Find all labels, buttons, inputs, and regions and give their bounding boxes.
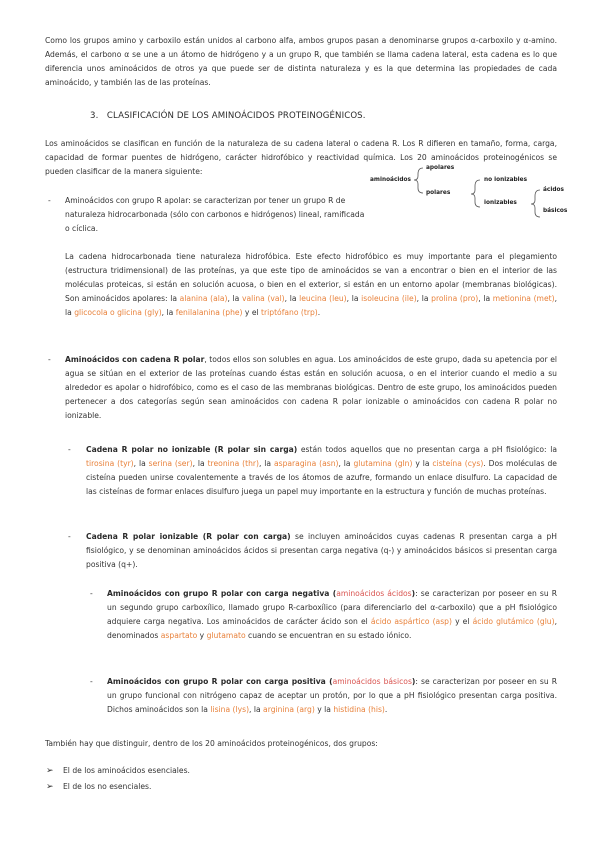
diagram-ionizables: ionizables — [484, 200, 517, 206]
positiva-m2: y la — [314, 705, 334, 714]
bullet-dash: - — [68, 445, 71, 454]
bullet-dash: - — [48, 355, 51, 364]
polar-paragraph — [65, 353, 557, 423]
positiva-label: Aminoácidos con grupo R polar con carga positiva ( — [107, 677, 333, 686]
aspartic-acid: ácido aspártico (asp) — [370, 617, 452, 626]
negativa-mid2: , denominados — [107, 617, 557, 640]
apolar-amino-acid: prolina (pro) — [431, 294, 479, 303]
bullet-dash: - — [68, 532, 71, 541]
apolar-separator: , la — [161, 308, 176, 317]
no-ionizable-separator: , la — [338, 459, 354, 468]
no-ionizable-after: . Dos moléculas de cisteína pueden unirse covalentemente a través de los átomos de azufre, formando un enlace disulfuro. La capacidad de las cisteínas de formar enlaces disulfuro juega un papel muy importante en la estructura y función de muchas proteínas. — [86, 459, 557, 496]
diagram-no-ionizables: no ionizables — [484, 177, 528, 183]
diagram-apolares: apolares — [426, 165, 455, 171]
bullet-dash: - — [90, 589, 93, 598]
apolar-amino-acid: isoleucina (ile) — [361, 294, 417, 303]
polar-text: , todos ellos son solubles en agua. Los aminoácidos de este grupo, dada su apetencia por el agua se sitúan en el exterior de las proteínas cuando éstas están en solución acuosa, o en el interior cuando el medio a su alrededor es apolar o hidrofóbico, como es el caso de las membranas biológicas. Dentro de este grupo, los aminoácidos pueden pertenecer a dos categorías según sean aminoácidos con cadena R polar ionizable o aminoácidos con cadena R polar no ionizable. — [65, 355, 557, 420]
positiva-label-end: ) — [411, 677, 416, 686]
brace-root — [414, 168, 423, 193]
apolar-amino-acid: fenilalanina (phe) — [175, 308, 243, 317]
arrow-bullet-icon: ➢ — [46, 782, 54, 792]
apolar-separator: , la — [478, 294, 493, 303]
no-ionizable-label: Cadena R polar no ionizable (R polar sin carga) — [86, 445, 298, 454]
apolar-paragraph-text: La cadena hidrocarbonada tiene naturaleza hidrofóbica. Este efecto hidrofóbico es muy importante para el plegamiento (estructura tridimensional) de las proteínas, ya que este tipo de aminoácidos se van a encontrar o bien en el interior de las moléculas proteicas, si están en solución acuosa, o bien en el exterior, si están en un entorno apolar (membranas biológicas). Son aminoácidos apolares: — [65, 252, 557, 303]
arginine: arginina (arg) — [263, 705, 315, 714]
brace-polares — [471, 180, 480, 207]
apolar-separator: , la — [346, 294, 362, 303]
bullet-dash: - — [48, 196, 51, 205]
diagram-basicos: básicos — [543, 208, 568, 214]
no-ionizable-amino-acid: treonina (thr) — [207, 459, 259, 468]
diagram-braces — [360, 162, 560, 224]
section-title: CLASIFICACIÓN DE LOS AMINOÁCIDOS PROTEINOGÉNICOS. — [106, 111, 366, 121]
aspartate: aspartato — [160, 631, 198, 640]
group-non-essential: El de los no esenciales. — [63, 782, 152, 791]
no-ionizable-separator: , la — [192, 459, 208, 468]
glutamic-acid: ácido glutámico (glu) — [472, 617, 555, 626]
no-ionizable-paragraph — [86, 443, 557, 499]
classification-intro: Los aminoácidos se clasifican en función de la naturaleza de su cadena lateral o cadena R. Los R difieren en tamaño, forma, carga, capacidad de formar puentes de hidrógeno, carácter hidrofóbico y reactividad química. Los 20 aminoácidos proteinogénicos se pueden clasificar de la manera siguiente: — [45, 139, 557, 176]
negativa-end: cuando se encuentran en su estado iónico. — [245, 631, 412, 640]
negativa-mid: y el — [451, 617, 473, 626]
no-ionizable-amino-acid: asparagina (asn) — [273, 459, 339, 468]
apolar-amino-acid: alanina (ala) — [179, 294, 228, 303]
apolar-separator: la — [167, 294, 180, 303]
no-ionizable-text: están todos aquellos que no presentan carga a pH fisiológico: — [297, 445, 547, 454]
intro-paragraph: Como los grupos amino y carboxilo están unidos al carbono alfa, ambos grupos pasan a denominarse grupos α-carboxilo y α-amino. Además, el carbono α se une a un átomo de hidrógeno y a un grupo R, que también se llama cadena lateral, esta cadena es lo que diferencia unos aminoácidos de otros ya que puede ser de distinta naturaleza y es la que determina las propiedades de cada aminoácido, y también las de las proteínas. — [45, 36, 557, 87]
ionizable-text: se incluyen aminoácidos cuyas cadenas R presentan carga a pH fisiológico, y se denominan aminoácidos ácidos si presentan carga negativa (q-) y aminoácidos básicos si presentan carga positiva (q+). — [86, 532, 557, 569]
ionizable-label: Cadena R polar ionizable (R polar con carga) — [86, 532, 291, 541]
no-ionizable-separator: , la — [258, 459, 274, 468]
no-ionizable-amino-acid: cisteína (cys) — [432, 459, 484, 468]
no-ionizable-amino-acid: tirosina (tyr) — [86, 459, 134, 468]
histidine: histidina (his) — [333, 705, 385, 714]
negativa-paragraph — [107, 587, 557, 643]
diagram-polares: polares — [426, 190, 451, 196]
apolar-amino-acid: triptófano (trp) — [261, 308, 318, 317]
ionizable-paragraph — [86, 530, 557, 572]
negativa-label-end: ) — [411, 589, 416, 598]
diagram-root: aminoácidos — [370, 177, 411, 183]
apolar-definition: Aminoácidos con grupo R apolar: se caracterizan por tener un grupo R de naturaleza hidrocarbonada (sólo con carbonos e hidrógenos) lineal, ramificada o cíclica. — [65, 196, 365, 233]
apolar-amino-acid: metionina (met) — [492, 294, 555, 303]
no-ionizable-amino-acid: serina (ser) — [148, 459, 193, 468]
group-essential: El de los aminoácidos esenciales. — [63, 766, 190, 775]
negativa-label: Aminoácidos con grupo R polar con carga negativa ( — [107, 589, 337, 598]
groups-intro: También hay que distinguir, dentro de los 20 aminoácidos proteinogénicos, dos grupos: — [45, 739, 378, 748]
negativa-mid3: y — [197, 631, 207, 640]
apolar-amino-acid: leucina (leu) — [299, 294, 347, 303]
section-number: 3. — [90, 111, 99, 121]
positiva-paragraph — [107, 675, 557, 717]
apolar-separator: y el — [242, 308, 262, 317]
classification-diagram — [360, 162, 568, 224]
no-ionizable-amino-acid: glutamina (gln) — [353, 459, 413, 468]
positiva-text: : se caracterizan por poseer en su R un grupo funcional con nitrógeno capaz de aceptar un protón, por lo que a pH fisiológico presentan carga positiva. Dichos aminoácidos son la — [107, 677, 558, 714]
apolar-separator: , la — [284, 294, 300, 303]
polar-label: Aminoácidos con cadena R polar — [65, 355, 205, 364]
positiva-m1: , la — [249, 705, 264, 714]
glutamate: glutamato — [206, 631, 246, 640]
arrow-bullet-icon: ➢ — [46, 766, 54, 776]
brace-ionizables — [531, 190, 540, 217]
no-ionizable-separator: , la — [133, 459, 149, 468]
apolar-separator: , la — [227, 294, 242, 303]
lysine: lisina (lys) — [210, 705, 250, 714]
apolar-amino-acid: valina (val) — [241, 294, 285, 303]
no-ionizable-separator: la — [546, 445, 558, 454]
no-ionizable-separator: y la — [412, 459, 433, 468]
positiva-end: . — [384, 705, 388, 714]
apolar-separator: , la — [65, 294, 557, 317]
apolar-end: . — [317, 308, 321, 317]
bullet-dash: - — [90, 677, 93, 686]
negativa-tag: aminoácidos ácidos — [336, 589, 412, 598]
apolar-separator: , la — [416, 294, 432, 303]
apolar-amino-acid: glicocola o glicina (gly) — [74, 308, 162, 317]
negativa-text: : se caracterizan por poseer en su R un segundo grupo carboxílico, llamado grupo R-carboxílico (para diferenciarlo del α-carboxilo) que a pH fisiológico adquiere carga negativa. Los aminoácidos de carácter ácido son el — [107, 589, 558, 626]
positiva-tag: aminoácidos básicos — [332, 677, 412, 686]
diagram-acidos: ácidos — [543, 187, 564, 193]
section-heading — [90, 109, 366, 123]
apolar-paragraph — [65, 250, 557, 320]
